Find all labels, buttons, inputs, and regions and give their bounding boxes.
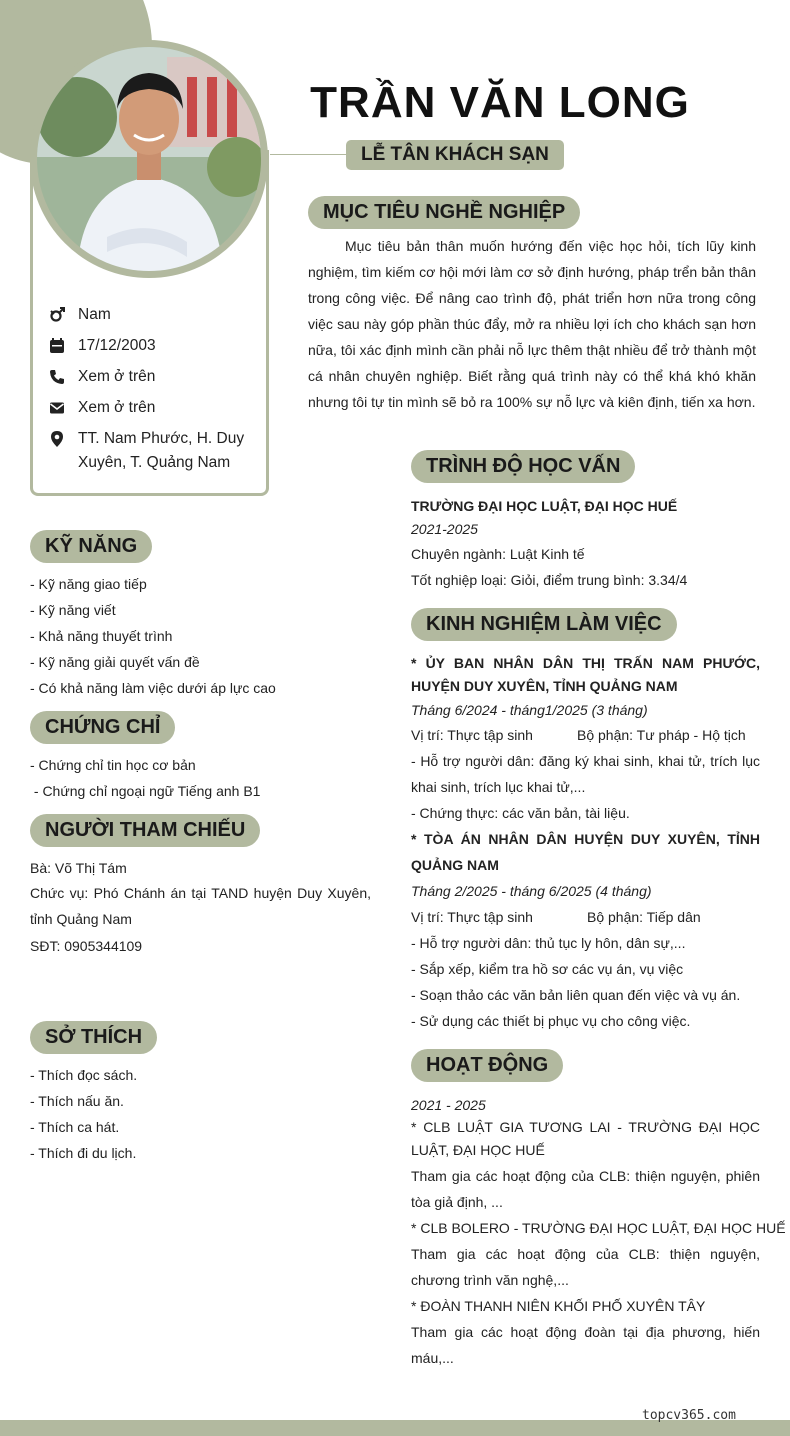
job-duty: - Hỗ trợ người dân: thủ tục ly hôn, dân sự,...: [411, 935, 686, 951]
activity-description: Tham gia các hoạt động của CLB: thiện nguyện, phiên tòa giả định, ...: [411, 1168, 760, 1210]
section-title-activities: HOẠT ĐỘNG: [411, 1049, 563, 1082]
section-title-experience: KINH NGHIỆM LÀM VIỆC: [411, 608, 677, 641]
job-duty: - Soạn thảo các văn bản liên quan đến việc và vụ án.: [411, 987, 741, 1003]
job-organization: * ỦY BAN NHÂN DÂN THỊ TRẤN NAM PHƯỚC, HUYỆN DUY XUYÊN, TỈNH QUẢNG NAM: [411, 655, 760, 694]
section-title-certificates: CHỨNG CHỈ: [30, 711, 175, 744]
watermark: topcv365.com: [642, 1408, 736, 1423]
contact-text: TT. Nam Phước, H. Duy Xuyên, T. Quảng Nam: [78, 430, 245, 471]
contact-text: Xem ở trên: [78, 368, 156, 385]
job-position: Vị trí: Thực tập sinh: [411, 727, 533, 743]
hobby-item: - Thích nấu ăn.: [30, 1093, 124, 1109]
reference-name: Bà: Võ Thị Tám: [30, 860, 127, 876]
activity-organization: * ĐOÀN THANH NIÊN KHỐI PHỐ XUYÊN TÂY: [411, 1298, 706, 1314]
contact-address: [48, 427, 248, 475]
job-period: Tháng 6/2024 - tháng1/2025 (3 tháng): [411, 702, 648, 718]
school-name: TRƯỜNG ĐẠI HỌC LUẬT, ĐẠI HỌC HUẾ: [411, 498, 678, 514]
section-title-education: TRÌNH ĐỘ HỌC VẤN: [411, 450, 635, 483]
section-title-hobbies: SỞ THÍCH: [30, 1021, 157, 1054]
contact-text: Nam: [78, 306, 111, 323]
reference-position: Chức vụ: Phó Chánh án tại TAND huyện Duy Xuyên, tỉnh Quảng Nam: [30, 885, 371, 927]
education-major: Chuyên ngành: Luật Kinh tế: [411, 546, 585, 562]
profile-photo: [37, 47, 261, 271]
job-title-badge: LỄ TÂN KHÁCH SẠN: [346, 140, 564, 170]
hobby-item: - Thích ca hát.: [30, 1119, 120, 1135]
contact-email: [48, 396, 155, 420]
job-position: Vị trí: Thực tập sinh: [411, 909, 533, 925]
job-duty: - Sắp xếp, kiểm tra hồ sơ các vụ án, vụ việc: [411, 961, 684, 977]
candidate-name: TRẦN VĂN LONG: [310, 78, 690, 127]
job-duty: - Hỗ trợ người dân: đăng ký khai sinh, khai tử, trích lục khai sinh, trích lục khai tử,...: [411, 753, 760, 795]
gender-icon: [48, 306, 66, 324]
objective-text: Mục tiêu bản thân muốn hướng đến việc học hỏi, tích lũy kinh nghiệm, tìm kiếm cơ hội mới làm cơ sở định hướng, pháp trển bản thân trong công việc. Để nâng cao trình độ, phát triển hơn nữa trong công việc sau này góp phần thúc đẩy, mở ra nhiều lợi ích cho khách sạn hơn nữa, tôi xác định mình cần phải nỗ lực thêm thật nhiều để trở thành một cá nhân chuyên nghiệp. Biết rằng quá trình này có thể khá khó khăn nhưng tôi tự tin mình sẽ bỏ ra 100% sự nỗ lực và kiên định, tiến xa hơn.: [308, 238, 756, 410]
section-title-skills: KỸ NĂNG: [30, 530, 152, 563]
divider-line: [270, 154, 350, 155]
activity-description: Tham gia các hoạt động đoàn tại địa phương, hiến máu,...: [411, 1324, 760, 1366]
contact-text: Xem ở trên: [78, 399, 156, 416]
contact-birthday: [48, 334, 156, 358]
activity-organization: * CLB BOLERO - TRƯỜNG ĐẠI HỌC LUẬT, ĐẠI HỌC HUẾ: [411, 1220, 786, 1236]
phone-icon: [48, 368, 66, 386]
certificate-item: - Chứng chỉ tin học cơ bản: [30, 757, 196, 773]
job-duty: - Sử dụng các thiết bị phục vụ cho công việc.: [411, 1013, 691, 1029]
reference-phone: SĐT: 0905344109: [30, 938, 143, 954]
hobby-item: - Thích đọc sách.: [30, 1067, 138, 1083]
skill-item: - Kỹ năng giao tiếp: [30, 576, 147, 592]
hobby-item: - Thích đi du lịch.: [30, 1145, 137, 1161]
activity-organization: * CLB LUẬT GIA TƯƠNG LAI - TRƯỜNG ĐẠI HỌC LUẬT, ĐẠI HỌC HUẾ: [411, 1119, 760, 1158]
activities-period: 2021 - 2025: [411, 1097, 486, 1113]
education-years: 2021-2025: [411, 521, 478, 537]
education-grade: Tốt nghiệp loại: Giỏi, điểm trung bình: 3.34/4: [411, 572, 688, 588]
job-organization: * TÒA ÁN NHÂN DÂN HUYỆN DUY XUYÊN, TỈNH QUẢNG NAM: [411, 831, 760, 873]
job-duty: - Chứng thực: các văn bản, tài liệu.: [411, 805, 630, 821]
skill-item: - Khả năng thuyết trình: [30, 628, 173, 644]
contact-text: 17/12/2003: [78, 337, 156, 354]
contact-gender: [48, 303, 111, 327]
contact-phone: [48, 365, 155, 389]
skill-item: - Kỹ năng giải quyết vấn đề: [30, 654, 200, 670]
calendar-icon: [48, 337, 66, 355]
job-period: Tháng 2/2025 - tháng 6/2025 (4 tháng): [411, 883, 652, 899]
certificate-item: - Chứng chỉ ngoại ngữ Tiếng anh B1: [30, 783, 261, 799]
email-icon: [48, 399, 66, 417]
skill-item: - Kỹ năng viết: [30, 602, 116, 618]
section-title-objective: MỤC TIÊU NGHỀ NGHIỆP: [308, 196, 580, 229]
skill-item: - Có khả năng làm việc dưới áp lực cao: [30, 680, 276, 696]
section-title-reference: NGƯỜI THAM CHIẾU: [30, 814, 260, 847]
activity-description: Tham gia các hoạt động của CLB: thiện nguyện, chương trình văn nghệ,...: [411, 1246, 760, 1288]
job-department: Bộ phận: Tư pháp - Hộ tịch: [577, 727, 746, 743]
location-icon: [48, 430, 66, 448]
job-department: Bộ phận: Tiếp dân: [587, 909, 701, 925]
